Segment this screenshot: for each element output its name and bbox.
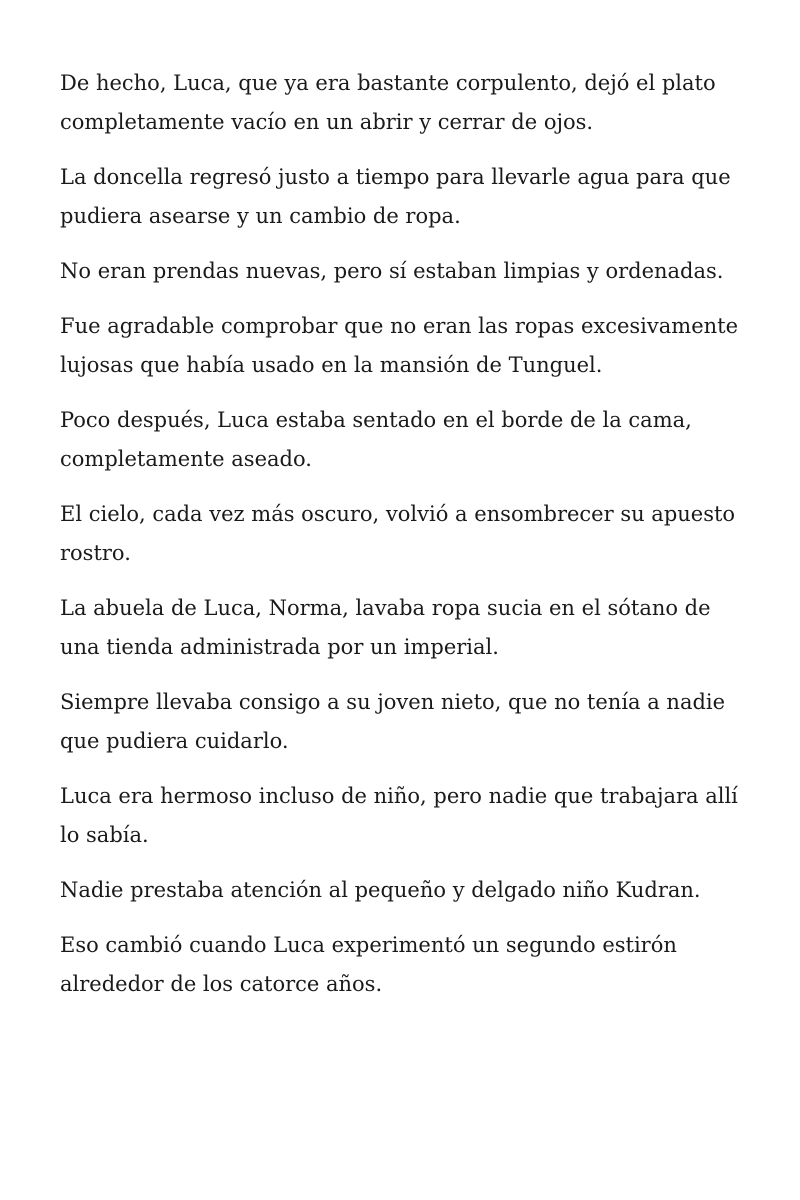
paragraph: Siempre llevaba consigo a su joven nieto, que no tenía a nadie que pudiera cuidarlo. bbox=[60, 690, 726, 753]
document-body bbox=[60, 64, 750, 1020]
paragraph: La abuela de Luca, Norma, lavaba ropa sucia en el sótano de una tienda administrada por un imperial. bbox=[60, 596, 711, 659]
paragraph: Poco después, Luca estaba sentado en el borde de la cama, completamente aseado. bbox=[60, 408, 692, 471]
paragraph: La doncella regresó justo a tiempo para llevarle agua para que pudiera asearse y un cambio de ropa. bbox=[60, 165, 731, 228]
paragraph: De hecho, Luca, que ya era bastante corpulento, dejó el plato completamente vacío en un abrir y cerrar de ojos. bbox=[60, 71, 716, 134]
paragraph: Fue agradable comprobar que no eran las ropas excesivamente lujosas que había usado en la mansión de Tunguel. bbox=[60, 314, 739, 377]
paragraph: Eso cambió cuando Luca experimentó un segundo estirón alrededor de los catorce años. bbox=[60, 933, 677, 996]
paragraph: El cielo, cada vez más oscuro, volvió a ensombrecer su apuesto rostro. bbox=[60, 502, 736, 565]
paragraph: Nadie prestaba atención al pequeño y delgado niño Kudran. bbox=[60, 878, 701, 902]
paragraph: No eran prendas nuevas, pero sí estaban limpias y ordenadas. bbox=[60, 259, 724, 283]
paragraph: Luca era hermoso incluso de niño, pero nadie que trabajara allí lo sabía. bbox=[60, 784, 738, 847]
